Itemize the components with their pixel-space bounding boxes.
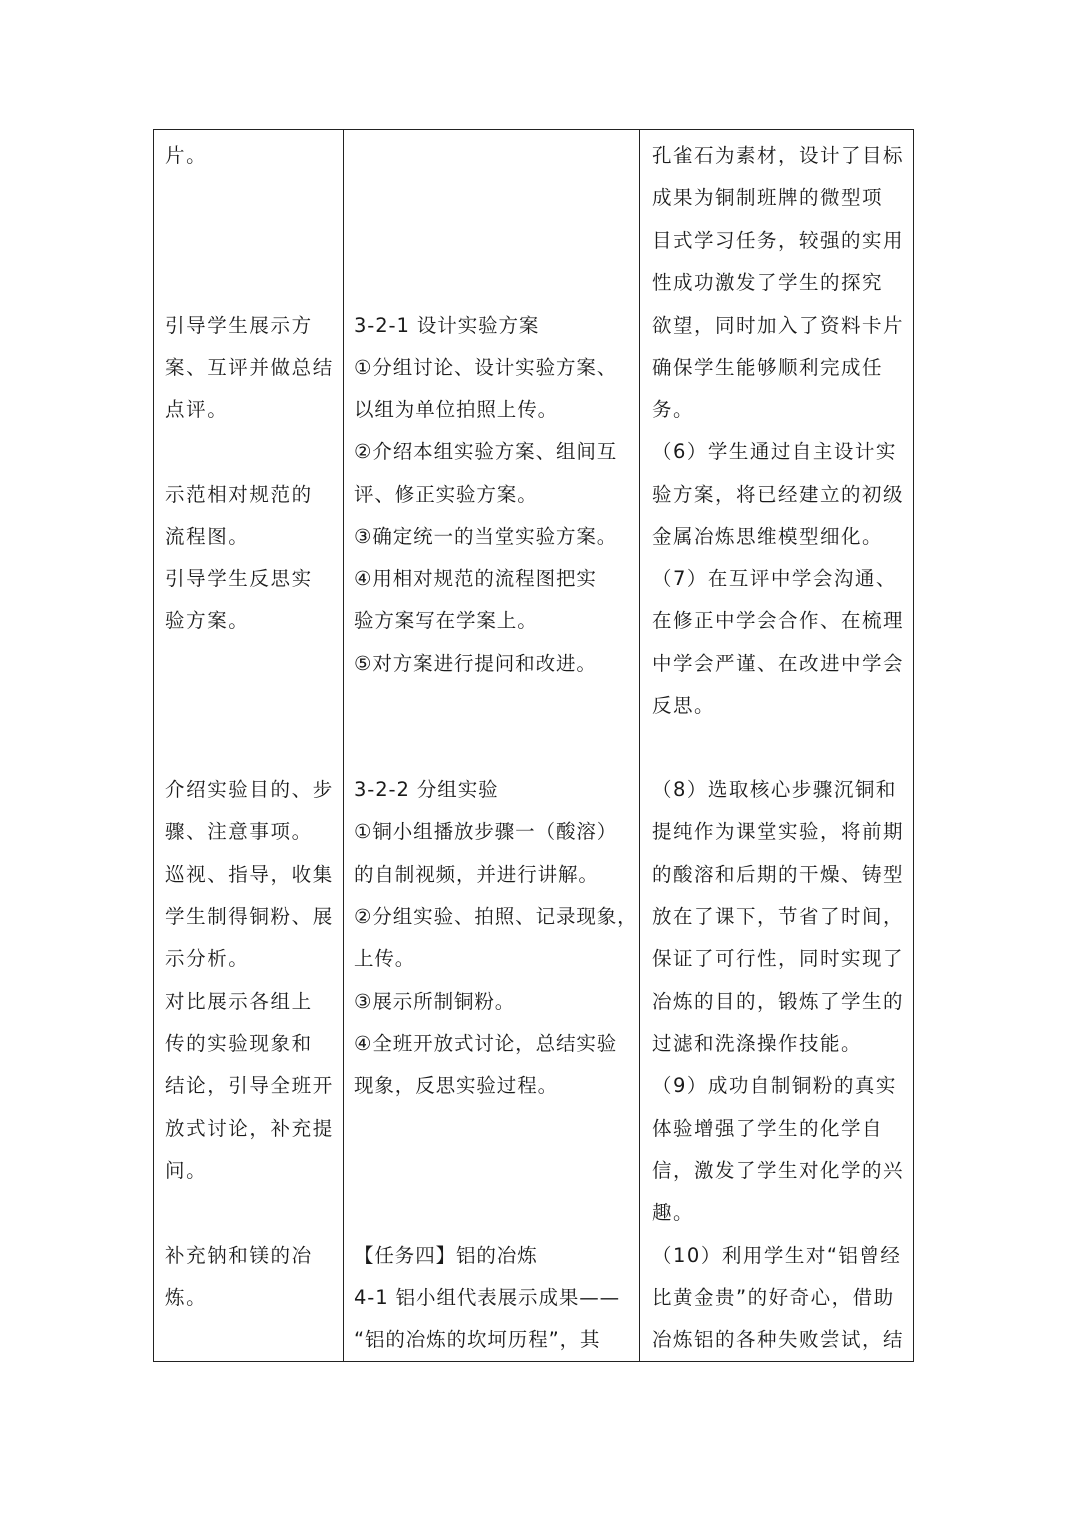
table-cell-line: 巡视、指导，收集 <box>165 863 334 886</box>
table-cell-line: （7）在互评中学会沟通、 <box>652 567 897 590</box>
table-cell-line: 冶炼铝的各种失败尝试，结 <box>652 1328 905 1351</box>
table-cell-line: 欲望，同时加入了资料卡片 <box>652 314 905 337</box>
table-cell-line: 问。 <box>165 1159 208 1182</box>
table-cell-line: （8）选取核心步骤沉铜和 <box>652 778 897 801</box>
student-activity-column <box>344 130 640 1361</box>
table-cell-line: 对比展示各组上 <box>165 990 313 1013</box>
table-cell-line: 过滤和洗涤操作技能。 <box>652 1032 863 1055</box>
table-cell-line: （9）成功自制铜粉的真实 <box>652 1074 897 1097</box>
table-cell-line: 冶炼的目的，锻炼了学生的 <box>652 990 905 1013</box>
table-cell-line: ⑤对方案进行提问和改进。 <box>354 652 597 675</box>
table-cell-line: 介绍实验目的、步 <box>165 778 334 801</box>
table-cell-line: 性成功激发了学生的探究 <box>652 271 884 294</box>
table-cell-line: ②介绍本组实验方案、组间互 <box>354 440 618 463</box>
table-cell-line: 以组为单位拍照上传。 <box>354 398 559 421</box>
table-cell-line: 炼。 <box>165 1286 208 1309</box>
table-cell-line: 引导学生展示方 <box>165 314 313 337</box>
table-cell-line: 3-2-2 分组实验 <box>354 778 499 801</box>
table-cell-line: 评、修正实验方案。 <box>354 483 538 506</box>
table-cell-line: 现象，反思实验过程。 <box>354 1074 559 1097</box>
table-cell-line: 的自制视频，并进行讲解。 <box>354 863 599 886</box>
table-cell-line: 信，激发了学生对化学的兴 <box>652 1159 905 1182</box>
table-cell-line: ③确定统一的当堂实验方案。 <box>354 525 618 548</box>
table-cell-line: ④用相对规范的流程图把实 <box>354 567 597 590</box>
table-cell-line: 验方案。 <box>165 609 250 632</box>
table-cell-line: 案、互评并做总结 <box>165 356 334 379</box>
table-cell-line: 反思。 <box>652 694 716 717</box>
table-cell-line: ③展示所制铜粉。 <box>354 990 516 1013</box>
table-cell-line: 骤、注意事项。 <box>165 820 313 843</box>
table-cell-line: 流程图。 <box>165 525 250 548</box>
table-cell-line: 学生制得铜粉、展 <box>165 905 334 928</box>
table-cell-line: 体验增强了学生的化学自 <box>652 1117 884 1140</box>
table-cell-line: 放在了课下，节省了时间， <box>652 905 905 928</box>
table-cell-line: 片。 <box>165 144 208 167</box>
table-cell-line: 验方案，将已经建立的初级 <box>652 483 905 506</box>
table-cell-line: ②分组实验、拍照、记录现象， <box>354 905 638 928</box>
table-cell-line: 上传。 <box>354 947 416 970</box>
table-cell-line: “铝的冶炼的坎坷历程”，其 <box>354 1328 601 1351</box>
lesson-plan-table <box>153 129 914 1362</box>
table-cell-line: 验方案写在学案上。 <box>354 609 538 632</box>
table-cell-line: 的酸溶和后期的干燥、铸型 <box>652 863 905 886</box>
table-cell-line: 提纯作为课堂实验，将前期 <box>652 820 905 843</box>
table-cell-line: 3-2-1 设计实验方案 <box>354 314 540 337</box>
table-cell-line: 中学会严谨、在改进中学会 <box>652 652 905 675</box>
table-cell-line: 比黄金贵”的好奇心，借助 <box>652 1286 895 1309</box>
table-cell-line: 目式学习任务，较强的实用 <box>652 229 905 252</box>
table-cell-line: 金属冶炼思维模型细化。 <box>652 525 884 548</box>
table-cell-line: ①分组讨论、设计实验方案、 <box>354 356 618 379</box>
table-cell-line: 在修正中学会合作、在梳理 <box>652 609 905 632</box>
table-cell-line: 放式讨论，补充提 <box>165 1117 334 1140</box>
table-cell-line: 4-1 铝小组代表展示成果—— <box>354 1286 621 1309</box>
table-cell-line: 成果为铜制班牌的微型项 <box>652 186 884 209</box>
table-cell-line: 示范相对规范的 <box>165 483 313 506</box>
table-cell-line: ④全班开放式讨论，总结实验 <box>354 1032 618 1055</box>
table-cell-line: 务。 <box>652 398 695 421</box>
table-cell-line: 保证了可行性，同时实现了 <box>652 947 905 970</box>
table-cell-line: 点评。 <box>165 398 229 421</box>
table-cell-line: 【任务四】铝的冶炼 <box>354 1244 538 1267</box>
table-cell-line: 趣。 <box>652 1201 695 1224</box>
table-cell-line: 结论，引导全班开 <box>165 1074 334 1097</box>
design-intent-column <box>641 130 913 1361</box>
table-cell-line: 引导学生反思实 <box>165 567 313 590</box>
table-cell-line: （10）利用学生对“铝曾经 <box>652 1244 902 1267</box>
table-cell-line: 传的实验现象和 <box>165 1032 313 1055</box>
table-cell-line: 补充钠和镁的冶 <box>165 1244 313 1267</box>
table-cell-line: （6）学生通过自主设计实 <box>652 440 897 463</box>
table-cell-line: 确保学生能够顺利完成任 <box>652 356 884 379</box>
table-cell-line: 示分析。 <box>165 947 250 970</box>
teacher-activity-column <box>154 130 343 1361</box>
table-cell-line: 孔雀石为素材，设计了目标 <box>652 144 905 167</box>
table-cell-line: ①铜小组播放步骤一（酸溶） <box>354 820 618 843</box>
